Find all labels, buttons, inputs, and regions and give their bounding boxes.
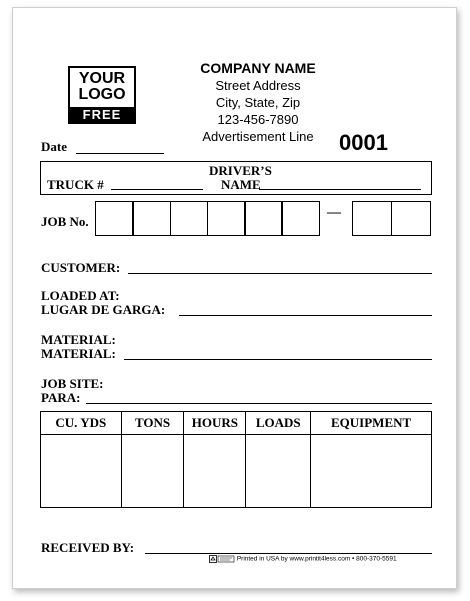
logo-line-3: FREE	[70, 107, 134, 122]
job-suffix-cell[interactable]	[352, 201, 392, 236]
received-by-field[interactable]	[145, 540, 432, 554]
company-ad-line: Advertisement Line	[202, 129, 314, 144]
material-label-1: MATERIAL:	[41, 332, 116, 347]
job-digit-cell[interactable]	[207, 201, 246, 236]
job-suffix-cell[interactable]	[391, 201, 431, 236]
table-row	[41, 435, 432, 508]
col-tons: TONS	[121, 412, 184, 435]
quantities-table	[40, 411, 432, 508]
drivers-label: DRIVER’S	[209, 163, 272, 178]
job-digit-cell[interactable]	[281, 201, 320, 236]
date-label: Date	[41, 139, 67, 154]
cu-yds-cell[interactable]	[41, 435, 122, 508]
driver-name-field[interactable]	[259, 176, 421, 190]
truck-field[interactable]	[111, 176, 203, 190]
col-loads: LOADS	[246, 412, 311, 435]
ticket-number: 0001	[339, 130, 388, 155]
company-phone: 123-456-7890	[217, 112, 299, 127]
col-cu-yds: CU. YDS	[41, 412, 122, 435]
tons-cell[interactable]	[121, 435, 184, 508]
logo-line-2: LOGO	[78, 86, 126, 103]
job-digit-cell[interactable]	[132, 201, 171, 236]
material-label-2: MATERIAL:	[41, 346, 116, 361]
job-site-label: JOB SITE:	[41, 376, 104, 391]
form-sheet	[12, 7, 457, 589]
job-no-label: JOB No.	[41, 214, 89, 229]
company-city: City, State, Zip	[215, 95, 301, 110]
equipment-cell[interactable]	[311, 435, 432, 508]
printer-credit: Printed in USA by www.printit4less.com • 800-370-5591	[236, 555, 397, 563]
para-label: PARA:	[41, 390, 81, 405]
customer-field[interactable]	[128, 260, 432, 274]
job-no-cells	[95, 201, 320, 236]
job-dash: —	[327, 205, 341, 220]
truck-label: TRUCK #	[47, 177, 104, 192]
table-header-row	[41, 412, 432, 435]
job-digit-cell[interactable]	[95, 201, 134, 236]
loaded-at-label: LOADED AT:	[41, 288, 120, 303]
date-field[interactable]	[76, 140, 164, 154]
logo-line-1: YOUR	[78, 70, 126, 87]
hours-cell[interactable]	[184, 435, 246, 508]
lugar-label: LUGAR DE GARGA:	[41, 302, 166, 317]
driver-name-label: NAME	[221, 177, 261, 192]
logo-placeholder	[68, 66, 136, 124]
printer-footer	[209, 555, 397, 563]
company-name: COMPANY NAME	[200, 60, 316, 76]
col-hours: HOURS	[184, 412, 246, 435]
received-by-label: RECEIVED BY:	[41, 540, 135, 555]
job-digit-cell[interactable]	[170, 201, 209, 236]
col-equipment: EQUIPMENT	[311, 412, 432, 435]
loaded-at-field[interactable]	[179, 302, 432, 316]
loads-cell[interactable]	[246, 435, 311, 508]
material-field[interactable]	[124, 346, 432, 360]
job-suffix-cells	[352, 201, 431, 236]
company-street: Street Address	[215, 78, 301, 93]
recycle-union-icon	[209, 555, 235, 563]
customer-label: CUSTOMER:	[41, 260, 121, 275]
job-site-field[interactable]	[86, 390, 432, 404]
job-digit-cell[interactable]	[244, 201, 283, 236]
